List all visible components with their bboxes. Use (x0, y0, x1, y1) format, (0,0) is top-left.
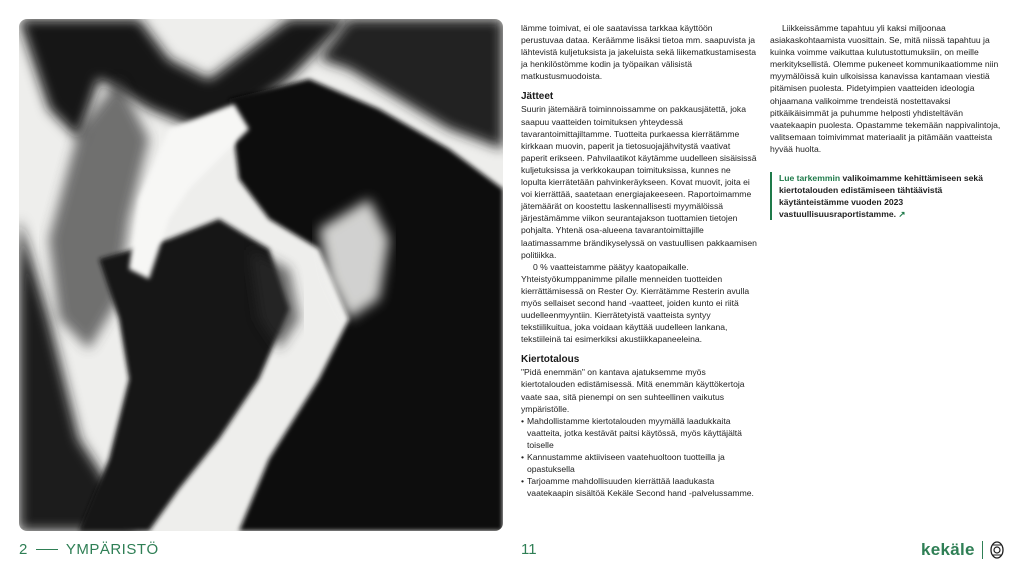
brand-wordmark: kekäle (921, 540, 975, 559)
read-more-link[interactable]: Lue tarkemmin (779, 173, 841, 184)
section-divider (36, 549, 58, 550)
list-item: • Mahdollistamme kiertotalouden myymällä laadukkaita vaatteita, jotka kestävät paitsi käytössä, myös käyttäjältä toiselle (521, 415, 757, 451)
list-item: • Kannustamme aktiiviseen vaatehuoltoon tuotteilla ja opastuksella (521, 451, 757, 475)
section-title: YMPÄRISTÖ (65, 541, 159, 558)
paragraph-jatteet-1: Suurin jätemäärä toiminnoissamme on pakkausjätettä, joka saapuu vaatteiden toimituksen yhteydessä tavarantoimittajiltamme. Tuotteita purkaessa kierrätämme kirkkaan muovin, paperit ja tietosuojajähvitystä vaativat paperit erikseen. Pahvilaatikot käytämme uudelleen sisäisissä kuljetuksissa ja verkkokaupan toimituksissa, kunnes ne lopulta kierrätetään pahvinkeräykseen. Kovat muovit, joita ei voi kierrättää, saatetaan energiajakeeseen. Raportoimamme jätemäärät on koostettu laskennallisesti myymälöissä järjestämämme viikon seurantajakson tuottamien tietojen pohjalta. Yhtenä osa-alueena tavarantoimittajille laatimassamme brändikyselyssä on vastuullisen pakkaamisen politiikka. (521, 104, 757, 260)
paragraph-jatteet-2: 0 % vaatteistamme päätyy kaatopaikalle. Yhteistyökumppanimme pilalle menneiden tuotteiden kierrättämisessä on Rester Oy. Kierrätämme Resterin avulla myös sellaiset second hand -vaatteet, joiden kunto ei riitä uudelleenmyyntiin. Kierrätetyistä vaatteista syntyy tekstiilikuitua, joka voidaan käyttää uudelleen lankana, tekstiileinä tai esimerkiksi akustiikkapaneeleina. (521, 261, 750, 345)
read-more-callout (770, 172, 1006, 220)
section-label (19, 541, 159, 558)
paragraph-kiertotalous: "Pidä enemmän" on kantava ajatuksemme myös kiertotalouden edistämisessä. Mitä enemmän käyttökertoja vaate saa, sitä pienempi on sen suhteellinen vaikutus ympäristölle. (521, 367, 745, 414)
heading-jatteet: Jätteet (521, 91, 554, 103)
section-number: 2 (19, 541, 28, 558)
text-column-right (770, 22, 1006, 220)
list-item: • Tarjoamme mahdollisuuden kierrättää laadukasta vaatekaapin sisältöä Kekäle Second hand -palvelussamme. (521, 475, 757, 499)
brand-logo (921, 540, 1004, 560)
paragraph-asiakaskohtaamiset: Liikkeissämme tapahtuu yli kaksi miljoonaa asiakaskohtaamista vuosittain. Se, mitä niissä tapahtuu ja kuinka voimme vaikuttaa kulutustottumuksiin, on meille merkityksellistä. Olemme pukeneet kommunikaatiomme niin myymälöissä kuin ulkoisissa kanavissa kantamaan viestiä pitämisen puolesta. Pidetyimpien vaatteiden ideologia ohjaamana valikoimme trendeistä nostettavaksi pitkäikäisimmät ja puhumme helposti yhdisteltävän vaatekaapin puolesta. Opastamme tekemään nappivalintoja, valitsemaan toimivimmat materiaalit ja pitämään vaatteista hyvää huolta. (770, 23, 1001, 154)
paragraph-intro: lämme toimivat, ei ole saatavissa tarkkaa käyttöön perustuvaa dataa. Keräämme lisäksi tietoa mm. saapuvista ja lähtevistä kuljetuksista ja jakeluista sekä liikematkustamisesta ja henkilöstömme kodin ja työpaikan välisistä matkustusmuodoista. (521, 23, 756, 82)
brand-separator (982, 541, 983, 559)
heading-kiertotalous: Kiertotalous (521, 354, 580, 366)
abstract-photo (19, 19, 503, 531)
seal-icon (990, 541, 1004, 559)
text-column-left (521, 22, 757, 499)
bullet-list (521, 415, 757, 500)
external-link-icon[interactable]: ↗ (898, 209, 906, 220)
read-more-text: valikoimamme kehittämiseen sekä kiertotalouden edistämiseen tähtäävistä käytänteistämme vuoden 2023 vastuullisuusraportistamme. (779, 173, 983, 220)
abstract-photo-graphic (19, 19, 503, 531)
page-number: 11 (521, 541, 537, 558)
